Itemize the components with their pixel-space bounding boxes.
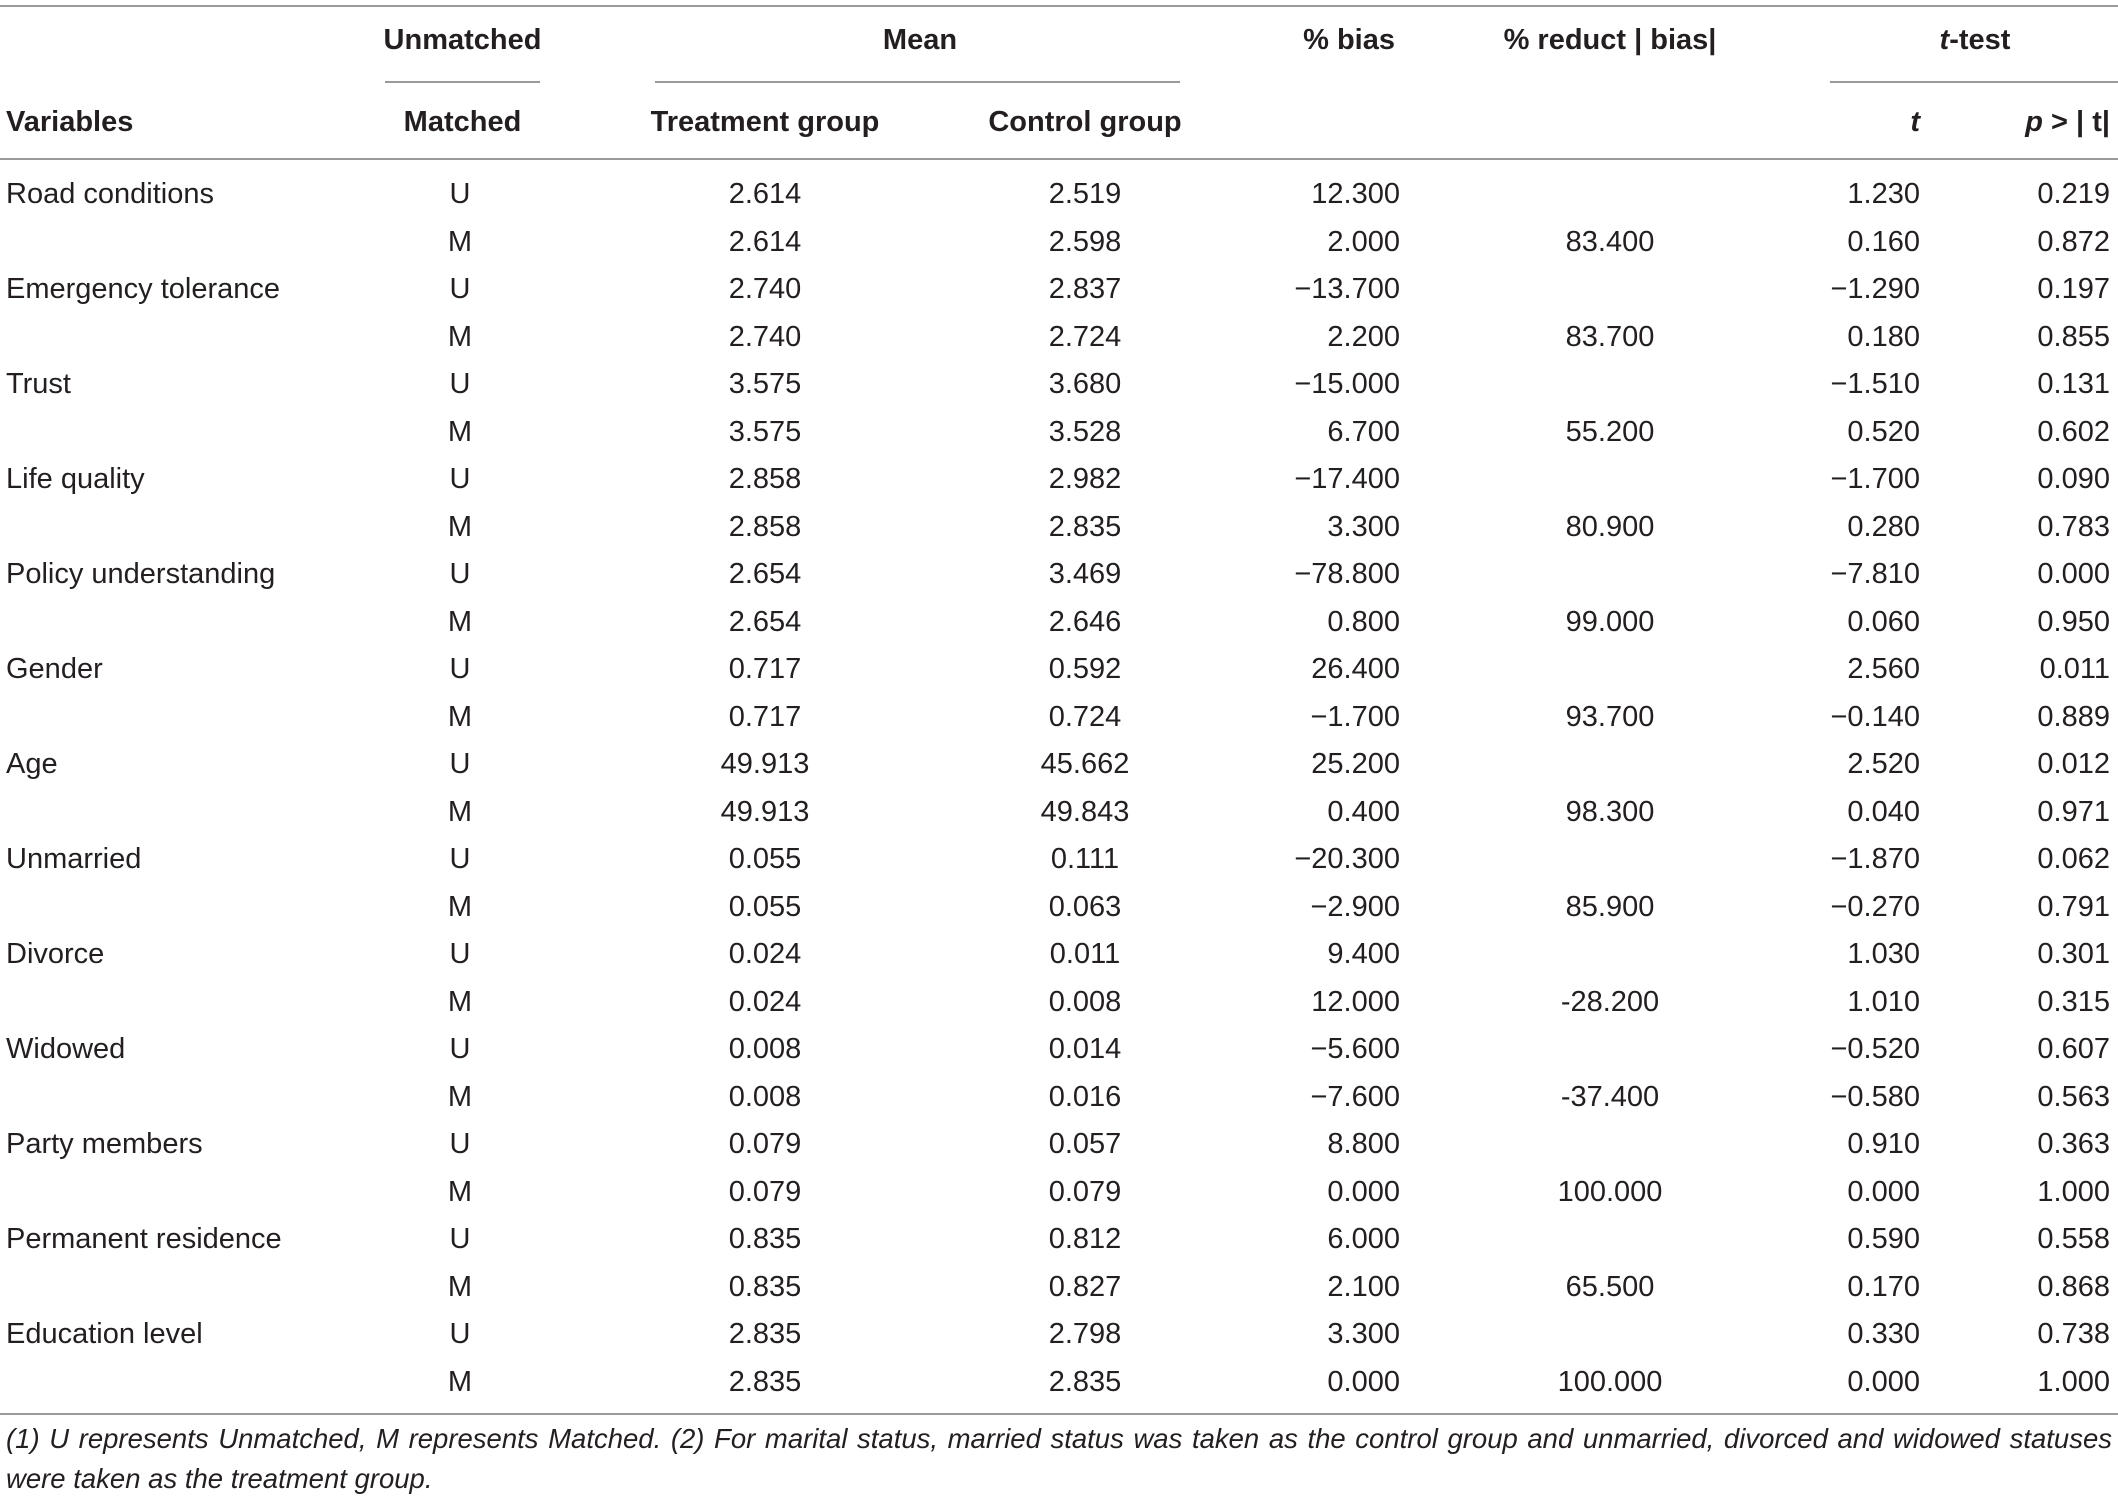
p-value: 0.090 <box>2037 463 2110 495</box>
t-value: −1.700 <box>1830 463 1920 495</box>
pct-reduct-bias: -37.400 <box>1560 1080 1660 1113</box>
variable-name: Trust <box>6 368 71 400</box>
header-p-value: p > | t| <box>2025 106 2110 138</box>
p-value: 0.558 <box>2037 1223 2110 1255</box>
table-row <box>0 884 2118 932</box>
control-mean: 0.063 <box>1048 890 1122 923</box>
p-value: 0.950 <box>2037 605 2110 638</box>
pct-bias: −5.600 <box>1310 1033 1400 1065</box>
pct-bias: −17.400 <box>1294 463 1400 495</box>
control-mean: 2.646 <box>1048 605 1122 638</box>
treatment-mean: 0.008 <box>728 1080 802 1113</box>
control-mean: 0.812 <box>1048 1223 1122 1255</box>
t-value: −0.140 <box>1830 700 1920 733</box>
control-mean: 2.835 <box>1048 1365 1122 1398</box>
variable-name: Widowed <box>6 1033 126 1065</box>
treatment-mean: 2.835 <box>728 1365 802 1398</box>
t-value: 2.560 <box>1847 653 1920 685</box>
p-value: 0.315 <box>2037 985 2110 1018</box>
control-mean: 2.798 <box>1048 1318 1122 1350</box>
p-value: 0.868 <box>2037 1270 2110 1303</box>
pct-reduct-bias: 93.700 <box>1565 700 1655 733</box>
pct-bias: 25.200 <box>1311 748 1400 780</box>
control-mean: 2.724 <box>1048 320 1122 353</box>
match-status: M <box>447 225 473 258</box>
control-mean: 0.011 <box>1049 938 1121 970</box>
pct-bias: 0.000 <box>1327 1365 1400 1398</box>
pct-bias: 2.200 <box>1327 320 1400 353</box>
t-value: 0.910 <box>1847 1128 1920 1160</box>
t-value: 0.170 <box>1847 1270 1920 1303</box>
ttest-underline <box>1830 81 2118 83</box>
table-row <box>0 504 2118 552</box>
treatment-mean: 3.575 <box>728 415 802 448</box>
p-value: 0.012 <box>2037 748 2110 780</box>
t-value: −1.290 <box>1830 273 1920 305</box>
pct-reduct-bias: 65.500 <box>1565 1270 1655 1303</box>
table-body <box>0 171 2118 1406</box>
pct-reduct-bias: 85.900 <box>1565 890 1655 923</box>
treatment-mean: 0.717 <box>728 653 802 685</box>
control-mean: 0.014 <box>1048 1033 1122 1065</box>
p-value: 0.783 <box>2037 510 2110 543</box>
header-unmatched: Unmatched <box>383 24 542 56</box>
pct-bias: 26.400 <box>1311 653 1400 685</box>
p-value: 0.872 <box>2037 225 2110 258</box>
t-value: 0.000 <box>1847 1175 1920 1208</box>
table-row <box>0 1026 2118 1074</box>
match-status: U <box>449 463 471 495</box>
t-value: 0.520 <box>1847 415 1920 448</box>
treatment-mean: 0.024 <box>728 985 802 1018</box>
treatment-mean: 0.717 <box>728 700 802 733</box>
t-value: −1.510 <box>1830 368 1920 400</box>
variable-name: Permanent residence <box>6 1223 282 1255</box>
match-status: U <box>449 1318 471 1350</box>
match-status: M <box>447 1365 473 1398</box>
control-mean: 2.598 <box>1048 225 1122 258</box>
t-value: −0.520 <box>1830 1033 1920 1065</box>
treatment-mean: 0.079 <box>728 1128 802 1160</box>
variable-name: Education level <box>6 1318 203 1350</box>
treatment-mean: 49.913 <box>720 795 810 828</box>
control-mean: 3.680 <box>1048 368 1122 400</box>
match-status: U <box>449 748 471 780</box>
pct-reduct-bias: 100.000 <box>1557 1365 1663 1398</box>
table-row <box>0 1216 2118 1264</box>
control-mean: 0.008 <box>1048 985 1122 1018</box>
table-row <box>0 646 2118 694</box>
treatment-mean: 2.858 <box>728 463 802 495</box>
control-mean: 3.469 <box>1048 558 1122 590</box>
control-mean: 0.079 <box>1048 1175 1122 1208</box>
pct-bias: 0.400 <box>1327 795 1400 828</box>
pct-reduct-bias: 83.700 <box>1565 320 1655 353</box>
p-value: 0.219 <box>2037 178 2110 210</box>
treatment-mean: 0.055 <box>728 890 802 923</box>
match-status: U <box>449 1128 471 1160</box>
table-row <box>0 1121 2118 1169</box>
table-row <box>0 1169 2118 1217</box>
p-value: 0.607 <box>2037 1033 2110 1065</box>
p-value: 0.563 <box>2037 1080 2110 1113</box>
pct-bias: −20.300 <box>1294 843 1400 875</box>
variable-name: Emergency tolerance <box>6 273 281 305</box>
p-value: 0.889 <box>2037 700 2110 733</box>
variable-name: Life quality <box>6 463 145 495</box>
match-status: M <box>447 320 473 353</box>
pct-bias: 2.100 <box>1327 1270 1400 1303</box>
match-status: M <box>447 1175 473 1208</box>
p-value: 1.000 <box>2037 1365 2110 1398</box>
t-value: 0.280 <box>1847 510 1920 543</box>
table-row <box>0 1264 2118 1312</box>
treatment-mean: 0.055 <box>728 843 802 875</box>
control-mean: 2.837 <box>1048 273 1122 305</box>
treatment-mean: 0.835 <box>728 1223 802 1255</box>
pct-reduct-bias: -28.200 <box>1560 985 1660 1018</box>
variable-name: Road conditions <box>6 178 214 210</box>
pct-bias: 9.400 <box>1327 938 1400 970</box>
t-value: 0.160 <box>1847 225 1920 258</box>
pct-bias: 12.000 <box>1311 985 1400 1018</box>
control-mean: 0.592 <box>1048 653 1122 685</box>
pct-bias: 2.000 <box>1327 225 1400 258</box>
t-value: −7.810 <box>1830 558 1920 590</box>
header-pct-bias: % bias <box>1303 24 1395 56</box>
match-status: M <box>447 700 473 733</box>
t-value: 0.000 <box>1847 1365 1920 1398</box>
treatment-mean: 2.740 <box>728 273 802 305</box>
table-row <box>0 1074 2118 1122</box>
match-status: M <box>447 890 473 923</box>
p-value: 0.602 <box>2037 415 2110 448</box>
control-mean: 0.724 <box>1048 700 1122 733</box>
match-status: M <box>447 1270 473 1303</box>
t-value: 0.060 <box>1847 605 1920 638</box>
treatment-mean: 2.654 <box>728 558 802 590</box>
p-value: 0.131 <box>2037 368 2110 400</box>
pct-bias: −13.700 <box>1294 273 1400 305</box>
header-variables: Variables <box>6 106 134 138</box>
header-t: t <box>1910 106 1920 138</box>
match-status: U <box>449 1223 471 1255</box>
pct-bias: 3.300 <box>1327 1318 1400 1350</box>
mean-underline <box>655 81 1180 83</box>
table-row <box>0 1359 2118 1407</box>
p-value: 0.011 <box>2039 653 2110 685</box>
header-mean: Mean <box>882 24 958 56</box>
t-value: 0.590 <box>1847 1223 1920 1255</box>
control-mean: 2.982 <box>1048 463 1122 495</box>
pct-reduct-bias: 55.200 <box>1565 415 1655 448</box>
header-bottom-rule <box>0 158 2118 160</box>
match-status: U <box>449 368 471 400</box>
variable-name: Divorce <box>6 938 105 970</box>
match-status: U <box>449 558 471 590</box>
table-row <box>0 314 2118 362</box>
pct-bias: −78.800 <box>1294 558 1400 590</box>
pct-bias: −1.700 <box>1310 700 1400 733</box>
pct-bias: −15.000 <box>1294 368 1400 400</box>
variable-name: Party members <box>6 1128 203 1160</box>
table-row <box>0 361 2118 409</box>
table-row <box>0 266 2118 314</box>
table-bottom-rule <box>0 1413 2118 1415</box>
match-status: U <box>449 843 471 875</box>
p-value: 0.971 <box>2037 795 2110 828</box>
p-value: 1.000 <box>2037 1175 2110 1208</box>
pct-reduct-bias: 99.000 <box>1565 605 1655 638</box>
header-treatment-group: Treatment group <box>650 106 880 138</box>
pct-bias: 6.000 <box>1327 1223 1400 1255</box>
table-row <box>0 409 2118 457</box>
p-value: 0.791 <box>2037 890 2110 923</box>
treatment-mean: 2.740 <box>728 320 802 353</box>
pct-bias: 3.300 <box>1327 510 1400 543</box>
control-mean: 3.528 <box>1048 415 1122 448</box>
table-row <box>0 1311 2118 1359</box>
pct-bias: 8.800 <box>1327 1128 1400 1160</box>
match-status: U <box>449 938 471 970</box>
t-value: 0.330 <box>1847 1318 1920 1350</box>
p-value: 0.855 <box>2037 320 2110 353</box>
p-value: 0.738 <box>2037 1318 2110 1350</box>
match-status: U <box>449 1033 471 1065</box>
table-row <box>0 694 2118 742</box>
t-value: 0.180 <box>1847 320 1920 353</box>
table-row <box>0 219 2118 267</box>
table-row <box>0 789 2118 837</box>
t-value: −1.870 <box>1830 843 1920 875</box>
table-row <box>0 551 2118 599</box>
match-status: M <box>447 985 473 1018</box>
table-row <box>0 931 2118 979</box>
t-value: 1.230 <box>1847 178 1920 210</box>
table-top-rule <box>0 5 2118 7</box>
control-mean: 0.111 <box>1050 843 1120 875</box>
t-value: 1.010 <box>1847 985 1920 1018</box>
treatment-mean: 0.024 <box>728 938 802 970</box>
match-status: M <box>447 605 473 638</box>
header-ttest: t-test <box>1939 24 2011 56</box>
match-status: M <box>447 795 473 828</box>
treatment-mean: 0.079 <box>728 1175 802 1208</box>
variable-name: Unmarried <box>6 843 142 875</box>
p-value: 0.062 <box>2037 843 2110 875</box>
treatment-mean: 0.008 <box>728 1033 802 1065</box>
header-pct-reduct-bias: % reduct | bias| <box>1503 24 1717 56</box>
variable-name: Gender <box>6 653 103 685</box>
table-row <box>0 741 2118 789</box>
table-row <box>0 456 2118 504</box>
table-row <box>0 171 2118 219</box>
match-status: M <box>447 415 473 448</box>
treatment-mean: 2.614 <box>728 225 802 258</box>
pct-reduct-bias: 83.400 <box>1565 225 1655 258</box>
control-mean: 0.827 <box>1048 1270 1122 1303</box>
control-mean: 0.016 <box>1048 1080 1122 1113</box>
pct-bias: 0.000 <box>1327 1175 1400 1208</box>
t-value: −0.270 <box>1830 890 1920 923</box>
t-value: 1.030 <box>1847 938 1920 970</box>
treatment-mean: 49.913 <box>720 748 810 780</box>
unmatched-underline <box>385 81 540 83</box>
pct-reduct-bias: 98.300 <box>1565 795 1655 828</box>
variable-name: Policy understanding <box>6 558 276 590</box>
table-footnote: (1) U represents Unmatched, M represents Matched. (2) For marital status, married status was taken as the control group and unmarried, divorced and widowed statuses were taken as the treatment group. <box>6 1423 2112 1494</box>
t-value: 2.520 <box>1847 748 1920 780</box>
table-row <box>0 836 2118 884</box>
header-control-group: Control group <box>988 106 1182 138</box>
treatment-mean: 2.835 <box>728 1318 802 1350</box>
p-value: 0.000 <box>2037 558 2110 590</box>
variable-name: Age <box>6 748 58 780</box>
p-value: 0.363 <box>2037 1128 2110 1160</box>
table-row <box>0 979 2118 1027</box>
control-mean: 2.519 <box>1048 178 1122 210</box>
match-status: M <box>447 1080 473 1113</box>
pct-bias: 12.300 <box>1311 178 1400 210</box>
match-status: U <box>449 653 471 685</box>
control-mean: 2.835 <box>1048 510 1122 543</box>
treatment-mean: 0.835 <box>728 1270 802 1303</box>
match-status: U <box>449 178 471 210</box>
treatment-mean: 2.858 <box>728 510 802 543</box>
treatment-mean: 3.575 <box>728 368 802 400</box>
p-value: 0.301 <box>2037 938 2110 970</box>
match-status: U <box>449 273 471 305</box>
treatment-mean: 2.654 <box>728 605 802 638</box>
pct-reduct-bias: 100.000 <box>1557 1175 1663 1208</box>
treatment-mean: 2.614 <box>728 178 802 210</box>
control-mean: 49.843 <box>1040 795 1130 828</box>
pct-reduct-bias: 80.900 <box>1565 510 1655 543</box>
pct-bias: −2.900 <box>1310 890 1400 923</box>
pct-bias: 0.800 <box>1327 605 1400 638</box>
pct-bias: −7.600 <box>1310 1080 1400 1113</box>
pct-bias: 6.700 <box>1327 415 1400 448</box>
table-row <box>0 599 2118 647</box>
t-value: −0.580 <box>1830 1080 1920 1113</box>
match-status: M <box>447 510 473 543</box>
header-matched: Matched <box>403 106 522 138</box>
control-mean: 0.057 <box>1048 1128 1122 1160</box>
p-value: 0.197 <box>2037 273 2110 305</box>
t-value: 0.040 <box>1847 795 1920 828</box>
control-mean: 45.662 <box>1040 748 1130 780</box>
